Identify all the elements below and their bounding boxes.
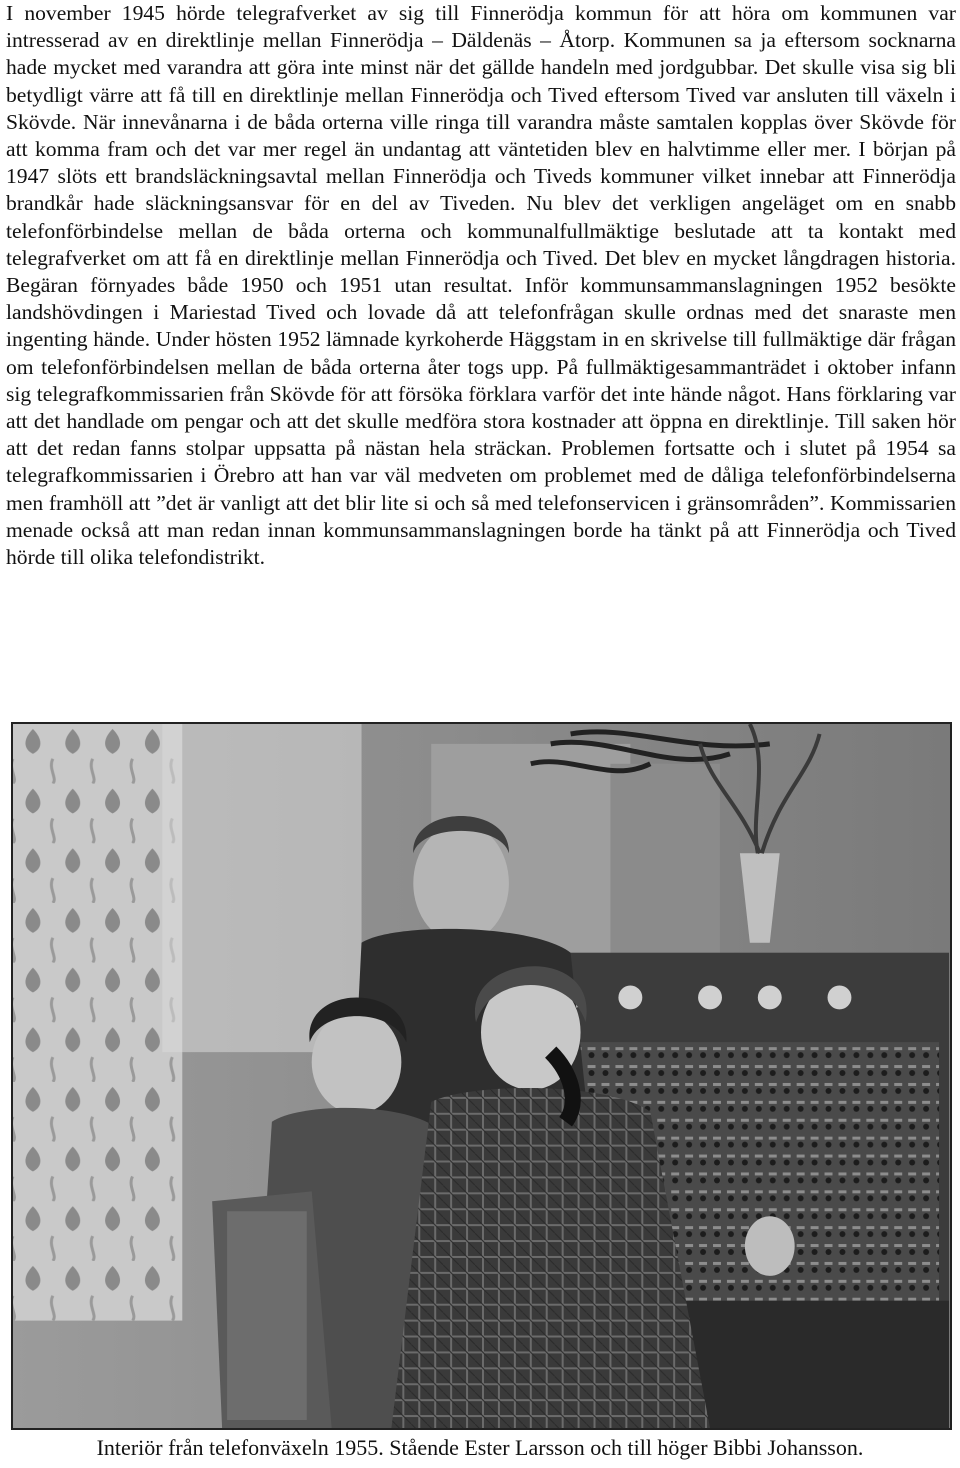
standing-woman [413,823,509,942]
photo-illustration [13,724,950,1428]
seated-woman-left [312,1010,402,1113]
photo-caption: Interiör från telefonväxeln 1955. Stående Ester Larsson och till höger Bibbi Johansson. [96,1435,864,1460]
curtain [13,724,182,1321]
article-paragraph: I november 1945 hörde telegrafverket av sig till Finnerödja kommun för att höra om kommunen var intresserad av en direktlinje mellan Finnerödja – Däldenäs – Åtorp. Kommunen sa ja eftersom socknarna hade mycket med varandra att göra inte minst när det gällde handeln med jordgubbar. Det skulle visa sig bli betydligt värre att få till en direktlinje mellan Finnerödja och Tived eftersom Tived var ansluten till växeln i Skövde. När innevånarna i de båda orterna ville ringa till varandra måste samtalen kopplas över Skövde för att komma fram och det var mer regel än undantag att väntetiden blev en halvtimme eller mer. I början på 1947 slöts ett brandsläckningsavtal mellan Finnerödja och Tiveds kommuner vilket innebar att Finnerödja brandkår hade släckningsansvar för en del av Tiveden. Nu blev det verkligen angeläget om en snabb telefonförbindelse mellan de båda orterna och kommunalfullmäktige beslutade att ta kontakt med telegrafverket om att få en direktlinje mellan Finnerödja och Tived. Det blev en mycket långdragen historia. Begäran förnyades både 1950 och 1951 utan resultat. Inför kommunsammanslagningen 1952 besökte landshövdingen i Mariestad Tived och lovade då att telefonfrågan skulle ordnas med det snaraste men ingenting hände. Under hösten 1952 lämnade kyrkoherde Häggstam in en skrivelse till fullmäktige där frågan om telefonförbindelsen mellan de båda orterna åter togs upp. På fullmäktigesammanträdet i oktober infann sig telegrafkommissarien från Skövde för att försöka förklara varför det inte hände något. Hans förklaring var att det handlade om pengar och att det skulle medföra stora kostnader att öppna en direktlinje. Till saken hör att det redan fanns stolpar uppsatta på nästan hela sträckan. Problemen fortsatte och i slutet på 1954 sa telegrafkommissarien i Örebro att han var väl medveten om problemet med de dåliga telefonförbindelserna men framhöll att ”det är vanligt att det blir lite si och så med telefonservicen i gränsområden”. Kommissarien menade också att man redan innan kommunsammanslagningen borde ha tänkt på att Finnerödja och Tived hörde till olika telefondistrikt. [6,1,956,570]
telephone-exchange-photo [11,722,952,1430]
